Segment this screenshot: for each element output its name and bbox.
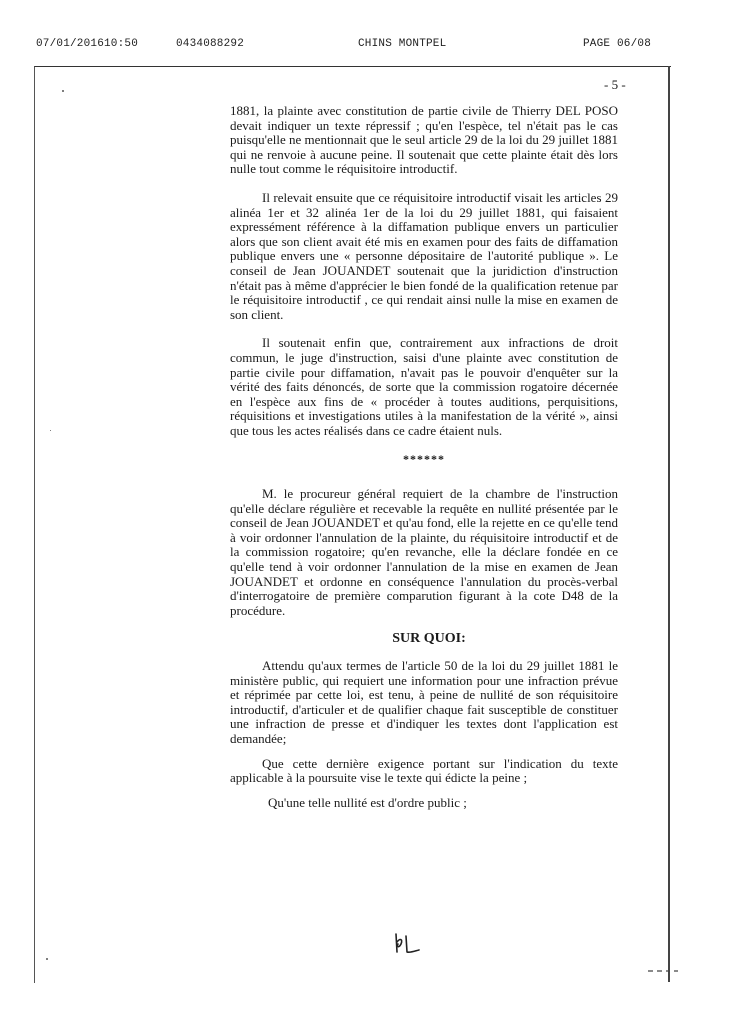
handwritten-initials-icon: [390, 930, 424, 958]
footer-marks: [648, 968, 678, 974]
fax-time: 10:50: [104, 38, 139, 50]
paragraph-requisition: M. le procureur général requiert de la chambre de l'instruction qu'elle déclare régulière et recevable la requête en nullité présentée par le conseil de Jean JOUANDET et qu'au fond, elle la rejette en ce qu'elle tend à voir ordonner l'annulation de la plainte, du réquisitoire introductif et de la commission rogatoire; qu'en revanche, elle la déclare fondée en ce qu'elle tend à voir ordonner l'annulation de la mise en examen de Jean JOUANDET et ordonne en conséquence l'annulation du procès-verbal d'interrogatoire de première comparution figurant à la cote D48 de la procédure.: [230, 486, 618, 618]
fax-date: 07/01/2016: [36, 38, 105, 50]
separator: ******: [403, 452, 445, 467]
paragraph-enfin: Il soutenait enfin que, contrairement aux infractions de droit commun, le juge d'instruction, saisi d'une plainte avec constitution de partie civile pour diffamation, n'avait pas le pouvoir d'enquêter sur la vérité des faits dénoncés, de sorte que la commission rogatoire décernée en l'espèce aux fins de « procéder à toutes auditions, perquisitions, réquisitions et investigations utiles à la manifestation de la vérité », ainsi que tous les actes réalisés dans ce cadre étaient nuls.: [230, 335, 618, 438]
scan-speck: [50, 430, 51, 431]
paragraph-que-une: Qu'une telle nullité est d'ordre public ;: [268, 794, 467, 810]
fax-number: 0434088292: [176, 38, 245, 50]
paragraph-relevait: Il relevait ensuite que ce réquisitoire introductif visait les articles 29 alinéa 1er et 32 alinéa 1er de la loi du 29 juillet 1881, qui faisaient expressément référence à la diffamation publique envers un particulier alors que son client avait été mis en examen pour des faits de diffamation publique envers une « personne dépositaire de l'autorité publique ». Le conseil de Jean JOUANDET soutenait que la juridiction d'instruction n'était pas à même d'apprécier le bien fondé de la qualification retenue par le réquisitoire introductif , ce qui rendait ainsi nulle la mise en examen de son client.: [230, 189, 618, 322]
section-title: SUR QUOI:: [392, 631, 466, 647]
paragraph-attendu: Attendu qu'aux termes de l'article 50 de la loi du 29 juillet 1881 le ministère public, qui requiert une information pour une infraction prévue et réprimée par cette loi, est tenu, à peine de nullité de son réquisitoire introductif, d'articuler et de qualifier chaque fait susceptible de constituer une infraction de presse et d'indiquer les textes dont l'application est demandée;: [230, 658, 618, 746]
page-number: - 5 -: [604, 77, 626, 92]
paragraph-continued: 1881, la plainte avec constitution de partie civile de Thierry DEL POSO devait indiquer un texte répressif ; qu'en l'espèce, tel n'était pas le cas puisqu'elle ne mentionnait que le seul article 29 de la loi du 29 juillet 1881 qui ne renvoie à aucune peine. Il soutenait que cette plainte était dès lors nulle tout comme le réquisitoire introductif.: [230, 103, 618, 177]
fax-sender: CHINS MONTPEL: [358, 38, 447, 50]
scan-speck: [62, 90, 64, 92]
fax-header: [0, 38, 744, 54]
fax-page: PAGE 06/08: [583, 38, 652, 50]
paragraph-que-cette: Que cette dernière exigence portant sur l'indication du texte applicable à la poursuite vise le texte qui édicte la peine ;: [230, 755, 618, 786]
right-margin-rule: [668, 66, 670, 982]
scan-speck: [46, 958, 48, 960]
document-body: [230, 104, 618, 820]
